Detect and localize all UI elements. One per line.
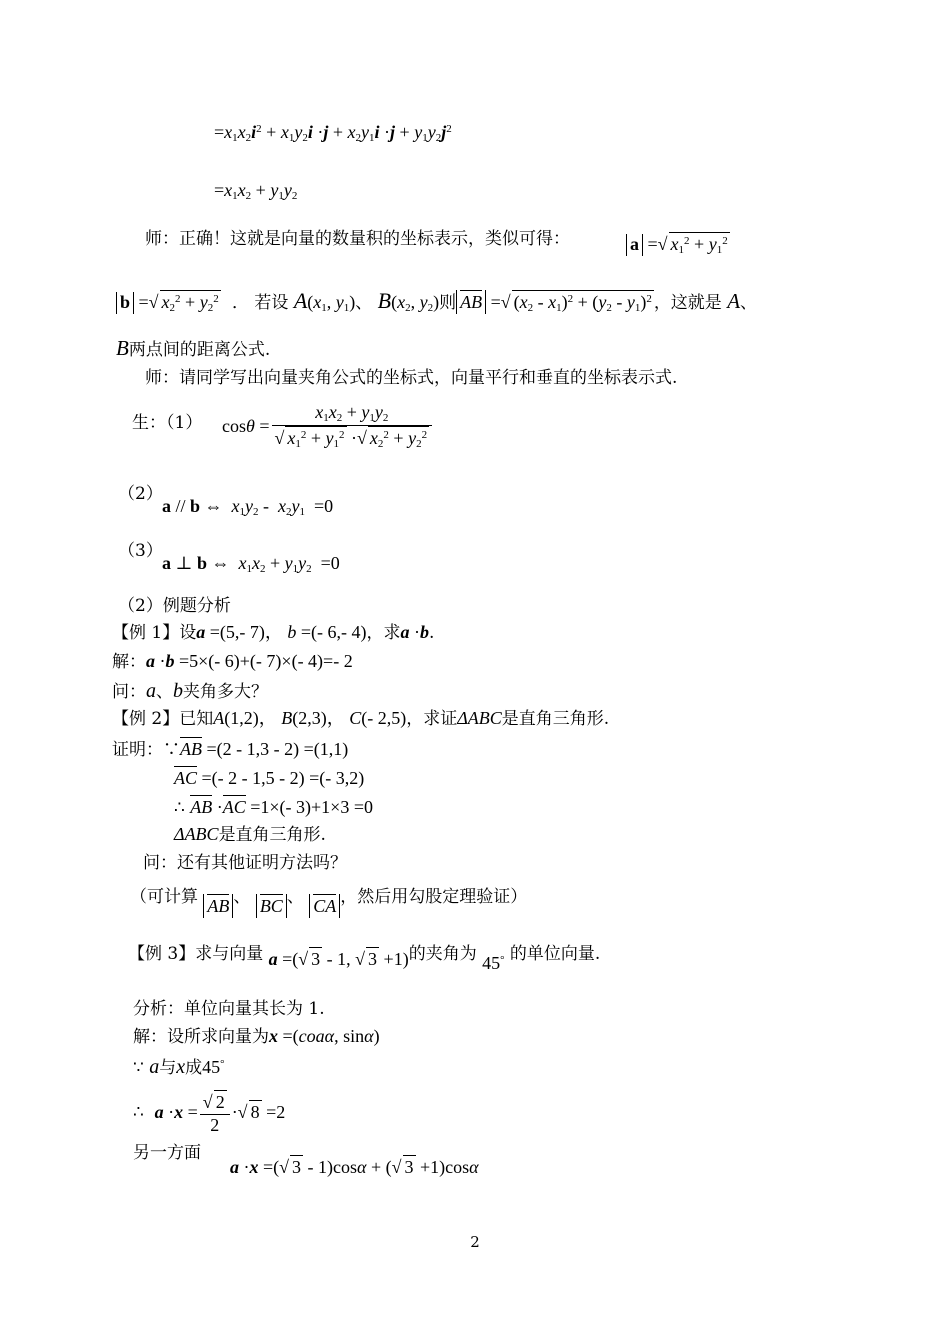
therefore-symbol: ∴ bbox=[174, 798, 185, 818]
teacher-statement-text: 师：正确！这就是向量的数量积的坐标表示，类似可得： bbox=[145, 229, 570, 249]
example-1-ask: ，求 bbox=[366, 623, 401, 643]
item-3-label: （3） bbox=[118, 541, 163, 561]
other-side-label: 另一方面 bbox=[133, 1143, 201, 1163]
proof-line-3: ∴ AB ·AC =1×(- 3)+1×3 =0 bbox=[174, 797, 373, 818]
therefore-symbol-2: ∴ bbox=[133, 1102, 144, 1123]
student-label: 生：（1） bbox=[132, 413, 203, 433]
proof-line-1: 证明：∵AB =(2 - 1,3 - 2) =(1,1) bbox=[112, 739, 349, 760]
conclusion-text: 是直角三角形. bbox=[218, 825, 326, 845]
example-2: 【例 2】已知A(1,2)， B(2,3)， C(- 2,5)，求证ΔABC是直角三角形. bbox=[112, 708, 610, 729]
example-3-label: 【例 3】求与向量 bbox=[128, 944, 264, 964]
other-side-formula: a ·x =(√ 3 - 1)cosα + (√ 3 +1)cosα bbox=[230, 1155, 479, 1179]
forms-text: 成 bbox=[185, 1058, 203, 1078]
example-3-end: 的单位向量. bbox=[509, 944, 601, 964]
teacher-request: 师：请同学写出向量夹角公式的坐标式，向量平行和垂直的坐标表示式. bbox=[145, 368, 678, 388]
equation-result: $=x_1x_2 + y_1y_2$ bbox=[214, 180, 298, 202]
because-symbol: ∵ bbox=[133, 1058, 144, 1078]
question-label: 问： bbox=[112, 682, 146, 702]
text-sep: 、 bbox=[355, 293, 373, 313]
example-2-label: 【例 2】已知 bbox=[112, 709, 214, 729]
text-if-let: ． 若设 bbox=[232, 293, 289, 313]
page-number: 2 bbox=[470, 1233, 480, 1251]
proof-conclusion: ΔABC是直角三角形. bbox=[174, 824, 326, 845]
section-heading: （2）例题分析 bbox=[118, 596, 231, 616]
cos-formula: cosθ = $\frac{x_1x_2 + y_1y_2}{√ x_1^2 + y_1^2 \cdot√ x_2^2 + y_2^2}$ bbox=[222, 402, 434, 451]
text-then: 则 bbox=[439, 293, 457, 313]
perpendicular-condition: a ⊥ b ⇔ $x_1x_2 + y_1y_2 =0$ bbox=[162, 553, 340, 575]
proof-hint: （可计算 AB 、 BC 、 CA ，然后用勾股定理验证） bbox=[130, 887, 528, 916]
analysis-line: 分析：单位向量其长为 1. bbox=[133, 999, 325, 1019]
example-1-question: 问：a、b夹角多大？ bbox=[112, 680, 268, 702]
therefore-line: ∴ a ·x = $\frac{√ 2}{2}$ ·√ 8 =2 bbox=[133, 1092, 286, 1136]
example-2-mid: ，求证 bbox=[406, 709, 458, 729]
formula-length-a: a =√ $x_1^2 + y_1^2$ bbox=[626, 232, 730, 257]
proof-label: 证明：∵ bbox=[112, 740, 180, 760]
formula-length-b: b =√ $x_2^2 + y_2^2$ bbox=[116, 290, 221, 315]
follow-up-question: 问：还有其他证明方法吗？ bbox=[143, 853, 347, 873]
example-1-label: 【例 1】设 bbox=[112, 623, 197, 643]
text-this-is: ，这就是 bbox=[653, 293, 722, 313]
hint-sep-1: 、 bbox=[233, 887, 251, 907]
proof-line-2: AC =(- 2 - 1,5 - 2) =(- 3,2) bbox=[174, 768, 365, 788]
hint-sep-2: 、 bbox=[286, 887, 304, 907]
solution-label: 解： bbox=[112, 652, 146, 672]
equation-expansion: $=x_1x_2i^2 + x_1y_2i \cdot j + x_2y_1i \cdot j + y_1y_2j^2$ bbox=[214, 122, 452, 144]
example-3: 【例 3】求与向量 a =(√ 3 - 1, √ 3 +1)的夹角为 45° 的单位向量. bbox=[128, 944, 601, 973]
example-3-mid: 的夹角为 bbox=[408, 944, 477, 964]
example-1-end: . bbox=[429, 623, 435, 643]
with-text: 与 bbox=[159, 1058, 177, 1078]
distance-formula-caption: B两点间的距离公式. bbox=[116, 336, 271, 360]
parallel-condition: a // b ⇔ $x_1y_2 - x_2y_1 =0$ bbox=[162, 496, 334, 518]
example-1: 【例 1】设a =(5,- 7)， b =(- 6,- 4)，求a ·b. bbox=[112, 622, 435, 643]
because-line: ∵ a与x成45° bbox=[133, 1056, 225, 1078]
item-2-label: （2） bbox=[118, 484, 163, 504]
hint-start: （可计算 bbox=[130, 887, 198, 907]
example-1-solution: 解：a ·b =5×(- 6)+(- 7)×(- 4)=- 2 bbox=[112, 651, 353, 672]
distance-formula-line: ． 若设 $A(x_1$, $y_1$)、 $B(x_2$, $y_2$)则 AB =√ $(x_2 - x_1)^2 + (y_2 - y_1)^2$ ，这就是 A、 bbox=[232, 288, 758, 314]
solution-3-label: 解：设所求向量为 bbox=[133, 1027, 269, 1047]
example-2-end: 是直角三角形. bbox=[501, 709, 610, 729]
text-sep2: 、 bbox=[740, 293, 758, 313]
text-distance-formula: 两点间的距离公式. bbox=[128, 340, 271, 360]
solution-3-line: 解：设所求向量为x =(coaα, sinα) bbox=[133, 1026, 380, 1047]
teacher-statement bbox=[145, 229, 570, 249]
question-text: 夹角多大？ bbox=[183, 682, 268, 702]
hint-end: ，然后用勾股定理验证） bbox=[340, 887, 528, 907]
